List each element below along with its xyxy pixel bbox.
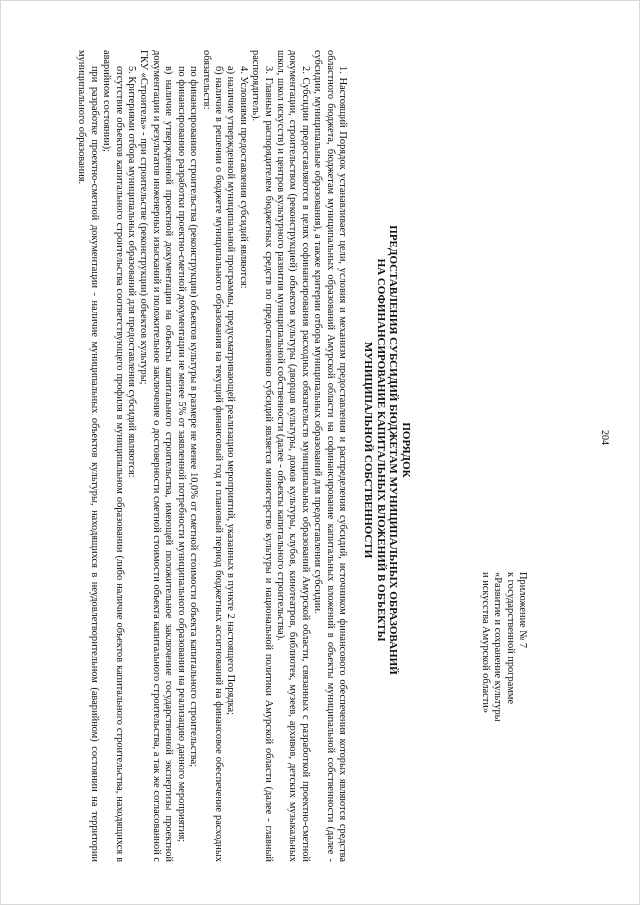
paragraph: по финансированию разработки проектно-сметной документации не менее 5% от заявленной потребности муниципального образования на реализацию данного мероприятия; (175, 66, 187, 843)
appendix-line: и искусства Амурской области» (479, 572, 491, 714)
paragraph: в) наличие утвержденной проектной документации на объекты капитального строительства, имеющей положительное заключение государственной экспертизы проектной документации и результатов инженерных изысканий и положительное заключение о достоверности сметной стоимости объекта капитального строительства, а так же согласованной с ГКУ «Строитель» - при строительстве (реконструкции) объектов культуры; (138, 50, 175, 862)
title-line: НА СОФИНАНСИРОВАНИЕ КАПИТАЛЬНЫХ ВЛОЖЕНИЙ В ОБЪЕКТЫ (374, 258, 387, 642)
document-title (362, 130, 412, 770)
paragraph: по финансированию строительства (реконструкции) объектов культуры в размере не менее 10,0% от сметной стоимости объекта капитального строительства; (188, 66, 200, 768)
paragraph: отсутствие объектов капитального строительства соответствующего профиля в муниципальном образовании (либо наличие объектов капитального строительства, находящихся в аварийном состоянии); (101, 50, 125, 862)
paragraph: 4. Условиями предоставления субсидий являются: (237, 66, 249, 289)
title-line: ПОРЯДОК (400, 422, 412, 478)
document-body (75, 50, 348, 862)
page-number: 204 (599, 430, 610, 445)
appendix-line: к государственной программе (504, 572, 516, 705)
paragraph: а) наличие утвержденной муниципальной программы, предусматривающей реализацию мероприятий, указанных в пункте 2 настоящего Порядка; (225, 66, 237, 716)
paragraph: 1. Настоящий Порядок устанавливает цели, условия и механизм предоставления и распределения субсидий, источником финансового обеспечения которых являются средства областного бюджета, бюджетам муниципальных образований Амурской области на софинансирование капитальных вложений в объекты муниципальной собственности (далее - субсидии, муниципальные образования), а также критерии отбора муниципальных образований для предоставления субсидии. (312, 50, 348, 862)
appendix-line: Приложение № 7 (517, 572, 528, 649)
appendix-line: «Развитие и сохранение культуры (492, 572, 504, 722)
paragraph: 3. Главным распорядителем бюджетных средств по предоставлению субсидий является министерство культуры и национальной политики Амурской области (далее - главный распорядитель). (250, 50, 274, 862)
appendix-note (478, 572, 528, 862)
document-page (30, 30, 610, 875)
paragraph: б) наличие в решении о бюджете муниципального образования на текущий финансовый год и плановый период бюджетных ассигнований на финансовое обеспечение расходных обязательств: (200, 50, 224, 862)
paragraph: при разработке проектно-сметной документации - наличие муниципальных объектов культуры, находящихся в неудовлетворительном (аварийном) состоянии на территории муниципального образования. (76, 50, 100, 862)
paragraph: 2. Субсидии предоставляются в целях софинансирования расходных обязательств муниципальных образований Амурской области, связанных с разработкой проектно-сметной документации, строительством (реконструкцией) объектов культуры (дворцов культуры, домов культуры, клубов, кинотеатров, библиотек, музеев, архивов, детских музыкальных школ, школ искусств) и центров культурного развития муниципальной собственности (далее - объекты капитального строительства). (274, 50, 311, 862)
paragraph: 5. Критериями отбора муниципальных образований для предоставления субсидий являются: (126, 66, 138, 478)
title-line: МУНИЦИПАЛЬНОЙ СОБСТВЕННОСТИ (362, 341, 375, 559)
title-line: ПРЕДОСТАВЛЕНИЯ СУБСИДИЙ БЮДЖЕТАМ МУНИЦИПАЛЬНЫХ ОБРАЗОВАНИЙ (387, 225, 400, 675)
